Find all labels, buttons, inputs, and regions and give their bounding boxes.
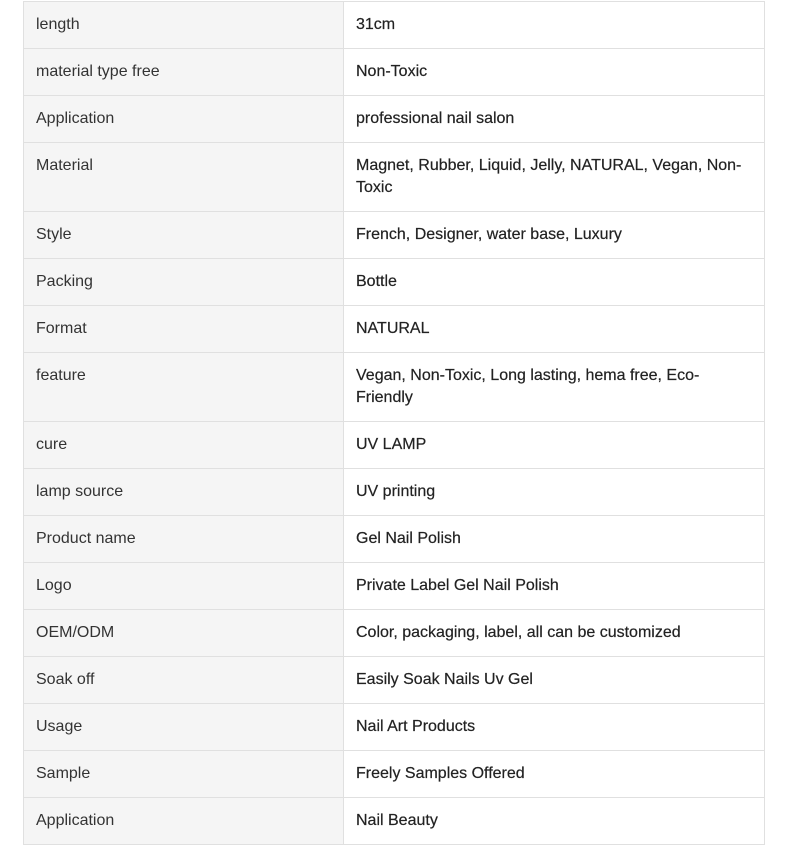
spec-value: Color, packaging, label, all can be customized — [344, 610, 765, 657]
table-row — [24, 422, 765, 469]
table-row — [24, 49, 765, 96]
spec-value: Easily Soak Nails Uv Gel — [344, 657, 765, 704]
spec-value: Magnet, Rubber, Liquid, Jelly, NATURAL, Vegan, Non-Toxic — [344, 143, 765, 212]
spec-value: Freely Samples Offered — [344, 751, 765, 798]
table-row — [24, 353, 765, 422]
spec-value: Nail Art Products — [344, 704, 765, 751]
table-row — [24, 704, 765, 751]
spec-label: Material — [24, 143, 344, 212]
table-row — [24, 516, 765, 563]
table-row — [24, 2, 765, 49]
spec-label: Application — [24, 96, 344, 143]
table-row — [24, 96, 765, 143]
table-row — [24, 259, 765, 306]
table-row — [24, 212, 765, 259]
spec-label: length — [24, 2, 344, 49]
table-row — [24, 563, 765, 610]
spec-value: 31cm — [344, 2, 765, 49]
spec-value: Non-Toxic — [344, 49, 765, 96]
table-row — [24, 798, 765, 845]
spec-value: Vegan, Non-Toxic, Long lasting, hema free, Eco-Friendly — [344, 353, 765, 422]
table-row — [24, 751, 765, 798]
spec-label: Format — [24, 306, 344, 353]
spec-label: feature — [24, 353, 344, 422]
spec-label: Product name — [24, 516, 344, 563]
table-row — [24, 143, 765, 212]
spec-value: Private Label Gel Nail Polish — [344, 563, 765, 610]
spec-label: cure — [24, 422, 344, 469]
spec-value: French, Designer, water base, Luxury — [344, 212, 765, 259]
spec-label: Logo — [24, 563, 344, 610]
product-spec-table — [23, 1, 765, 845]
spec-value: Nail Beauty — [344, 798, 765, 845]
table-row — [24, 610, 765, 657]
table-row — [24, 469, 765, 516]
spec-value: professional nail salon — [344, 96, 765, 143]
spec-value: NATURAL — [344, 306, 765, 353]
table-row — [24, 657, 765, 704]
spec-label: OEM/ODM — [24, 610, 344, 657]
spec-label: Sample — [24, 751, 344, 798]
spec-value: UV printing — [344, 469, 765, 516]
spec-value: Gel Nail Polish — [344, 516, 765, 563]
spec-label: material type free — [24, 49, 344, 96]
spec-label: Style — [24, 212, 344, 259]
spec-label: lamp source — [24, 469, 344, 516]
spec-label: Application — [24, 798, 344, 845]
spec-label: Packing — [24, 259, 344, 306]
table-row — [24, 306, 765, 353]
spec-label: Usage — [24, 704, 344, 751]
spec-label: Soak off — [24, 657, 344, 704]
spec-value: Bottle — [344, 259, 765, 306]
spec-value: UV LAMP — [344, 422, 765, 469]
